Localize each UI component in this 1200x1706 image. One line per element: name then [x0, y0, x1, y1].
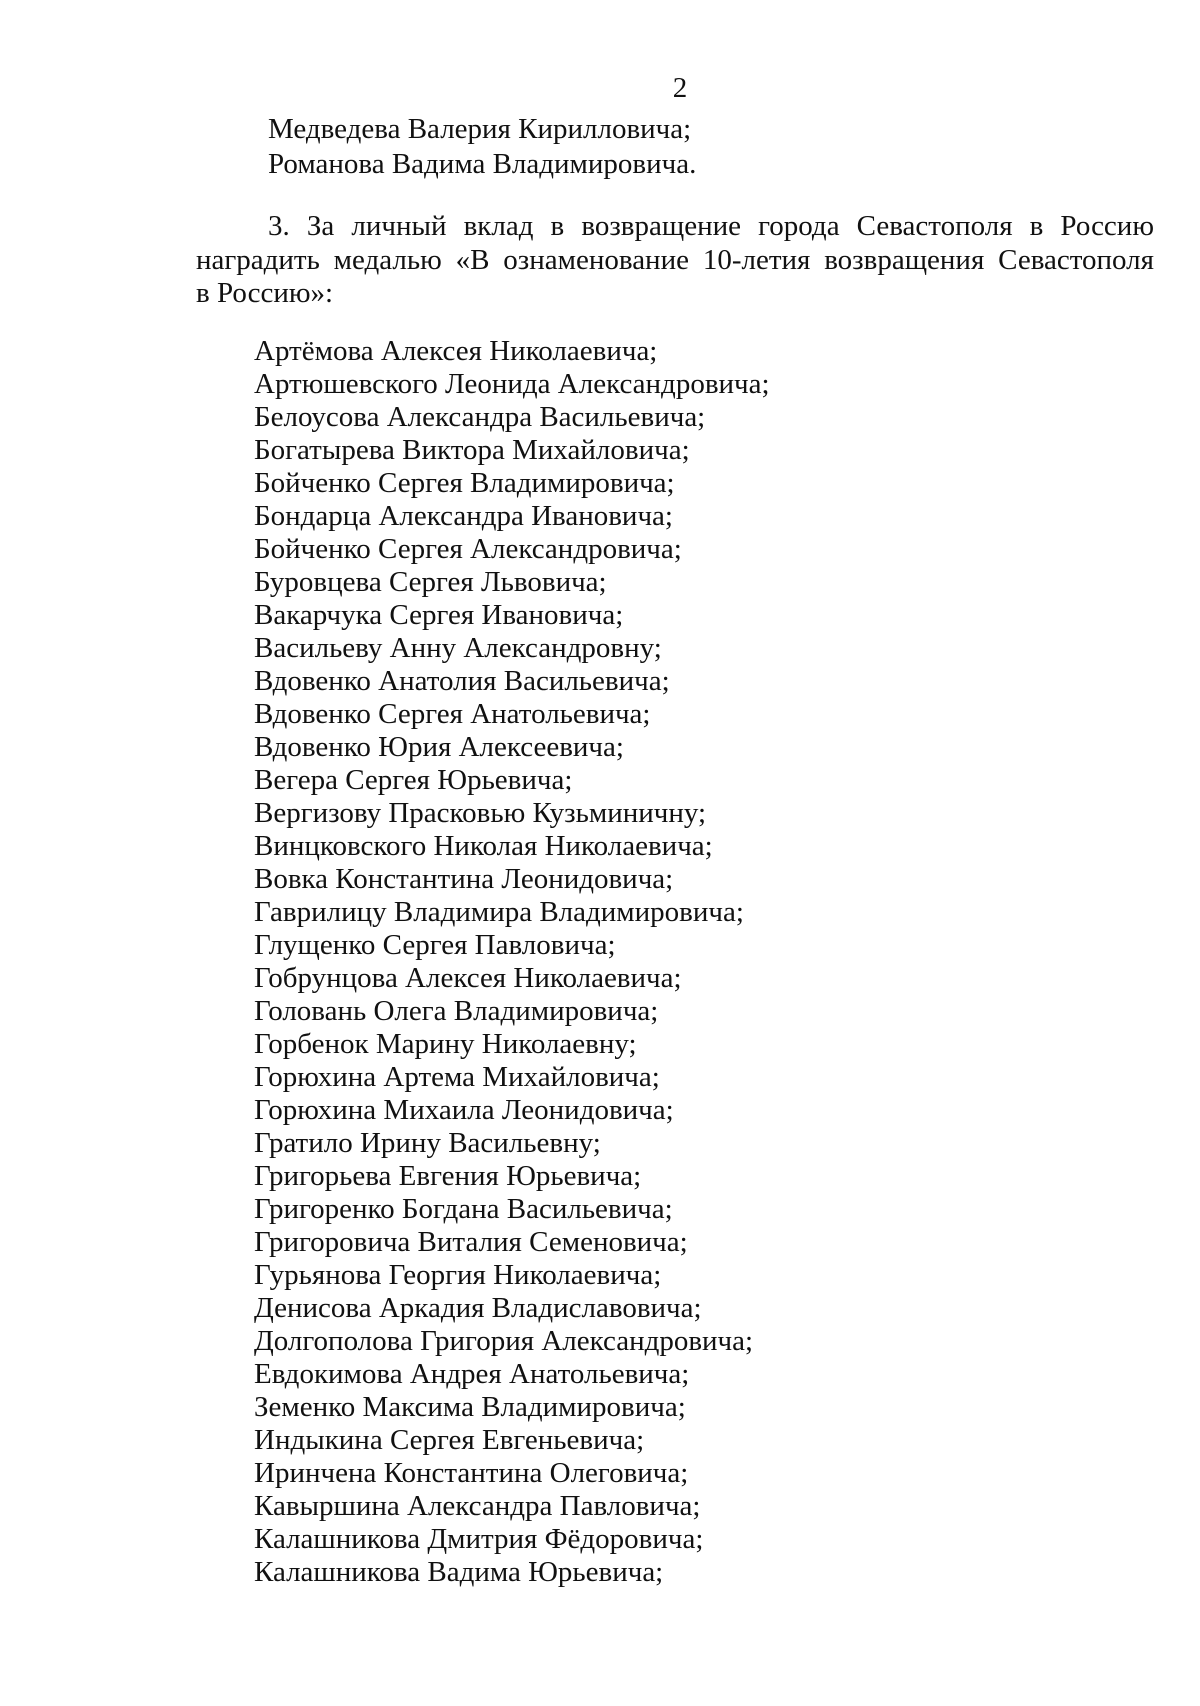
list-item: Гратило Ирину Васильевну;	[254, 1127, 601, 1159]
awardee-name-list	[254, 335, 770, 1589]
list-item: Гаврилицу Владимира Владимировича;	[254, 896, 744, 928]
list-item: Земенко Максима Владимировича;	[254, 1391, 686, 1423]
list-item: Калашникова Дмитрия Фёдоровича;	[254, 1523, 704, 1555]
award-paragraph	[196, 210, 1154, 311]
list-item: Горюхина Артема Михайловича;	[254, 1061, 660, 1093]
list-item: Винцковского Николая Николаевича;	[254, 830, 713, 862]
list-item: Вовка Константина Леонидовича;	[254, 863, 674, 895]
paragraph-line: наградить медалью «В ознаменование 10-летия возвращения Севастополя	[196, 243, 1154, 276]
list-item: Медведева Валерия Кирилловича;	[268, 113, 692, 145]
list-item: Долгополова Григория Александровича;	[254, 1325, 754, 1357]
list-item: Белоусова Александра Васильевича;	[254, 401, 706, 433]
list-item: Буровцева Сергея Львовича;	[254, 566, 607, 598]
list-item: Бойченко Сергея Владимировича;	[254, 467, 675, 499]
list-item: Григоренко Богдана Васильевича;	[254, 1193, 673, 1225]
list-item: Романова Вадима Владимировича.	[268, 148, 697, 180]
paragraph-line: 3. За личный вклад в возвращение города Севастополя в Россию	[268, 210, 1154, 242]
list-item: Васильеву Анну Александровну;	[254, 632, 662, 664]
list-item: Головань Олега Владимировича;	[254, 995, 659, 1027]
list-item: Индыкина Сергея Евгеньевича;	[254, 1424, 645, 1456]
continued-name-list	[268, 112, 696, 182]
list-item: Григорьева Евгения Юрьевича;	[254, 1160, 642, 1192]
list-item: Гурьянова Георгия Николаевича;	[254, 1259, 662, 1291]
list-item: Бондарца Александра Ивановича;	[254, 500, 673, 532]
list-item: Горюхина Михаила Леонидовича;	[254, 1094, 674, 1126]
list-item: Вергизову Прасковью Кузьминичну;	[254, 797, 707, 829]
list-item: Вакарчука Сергея Ивановича;	[254, 599, 624, 631]
list-item: Глущенко Сергея Павловича;	[254, 929, 616, 961]
list-item: Кавыршина Александра Павловича;	[254, 1490, 701, 1522]
page-number: 2	[672, 72, 688, 104]
list-item: Артюшевского Леонида Александровича;	[254, 368, 770, 400]
list-item: Иринчена Константина Олеговича;	[254, 1457, 689, 1489]
list-item: Гобрунцова Алексея Николаевича;	[254, 962, 682, 994]
list-item: Горбенок Марину Николаевну;	[254, 1028, 637, 1060]
paragraph-line: в Россию»:	[196, 277, 334, 309]
list-item: Калашникова Вадима Юрьевича;	[254, 1556, 664, 1588]
list-item: Вдовенко Сергея Анатольевича;	[254, 698, 651, 730]
list-item: Денисова Аркадия Владиславовича;	[254, 1292, 702, 1324]
list-item: Евдокимова Андрея Анатольевича;	[254, 1358, 690, 1390]
list-item: Вдовенко Анатолия Васильевича;	[254, 665, 670, 697]
list-item: Григоровича Виталия Семеновича;	[254, 1226, 688, 1258]
list-item: Богатырева Виктора Михайловича;	[254, 434, 690, 466]
list-item: Вегера Сергея Юрьевича;	[254, 764, 573, 796]
list-item: Вдовенко Юрия Алексеевича;	[254, 731, 624, 763]
list-item: Бойченко Сергея Александровича;	[254, 533, 682, 565]
list-item: Артёмова Алексея Николаевича;	[254, 335, 658, 367]
